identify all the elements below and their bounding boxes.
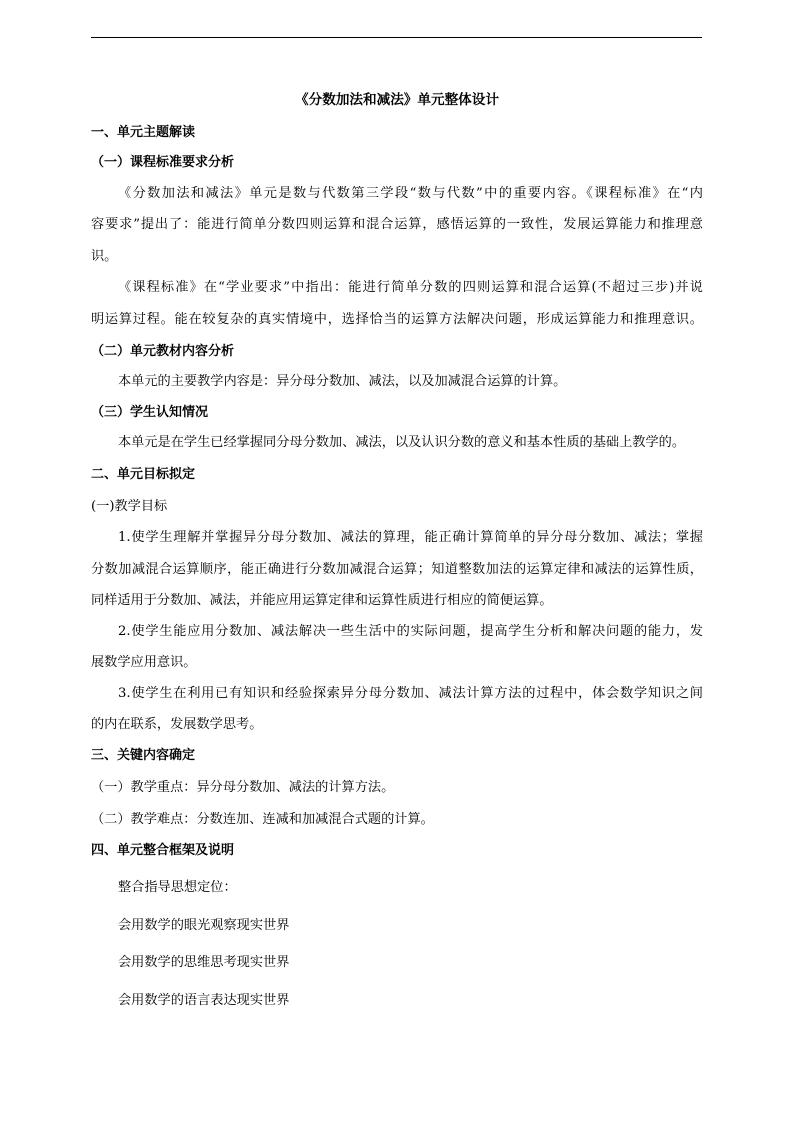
framework-item: 会用数学的语言表达现实世界 (118, 993, 290, 1008)
objective-line: 2.使学生能应用分数加、减法解决一些生活中的实际问题，提高学生分析和解决问题的能力，发 (118, 624, 703, 639)
paragraph-line: 《分数加法和减法》单元是数与代数第三学段“数与代数”中的重要内容。《课程标准》在“内 (118, 186, 703, 201)
paragraph-line: 本单元的主要教学内容是：异分母分数加、减法，以及加减混合运算的计算。 (118, 374, 567, 389)
section-1-3-heading: （三）学生认知情况 (91, 405, 209, 420)
objective-line: 1.使学生理解并掌握异分母分数加、减法的算理，能正确计算简单的异分母分数加、减法；掌握 (118, 530, 703, 545)
paragraph-line: 《课程标准》在“学业要求”中指出：能进行简单分数的四则运算和混合运算(不超过三步)并说 (118, 280, 703, 295)
header-rule (91, 37, 702, 38)
section-1-1-heading: （一）课程标准要求分析 (91, 155, 235, 170)
document-title: 《分数加法和减法》单元整体设计 (295, 92, 499, 108)
section-2-heading: 二、单元目标拟定 (91, 467, 196, 482)
framework-intro: 整合指导思想定位： (118, 880, 237, 895)
difficulty-line: （二）教学难点：分数连加、连减和加减混合式题的计算。 (91, 812, 434, 827)
objective-line: 的内在联系，发展数学思考。 (91, 717, 263, 732)
framework-item: 会用数学的思维思考现实世界 (118, 955, 290, 970)
objective-line: 同样适用于分数加、减法，并能应用运算定律和运算性质进行相应的简便运算。 (91, 593, 553, 608)
section-3-heading: 三、关键内容确定 (91, 748, 196, 763)
section-4-heading: 四、单元整合框架及说明 (91, 843, 235, 858)
section-2-1-heading: (一)教学目标 (91, 499, 168, 514)
objective-line: 分数加减混合运算顺序，能正确进行分数加减混合运算；知道整数加法的运算定律和减法的运算性质， (91, 562, 703, 577)
paragraph-line: 本单元是在学生已经掌握同分母分数加、减法，以及认识分数的意义和基本性质的基础上教学的。 (118, 435, 686, 450)
objective-line: 展数学应用意识。 (91, 655, 197, 670)
paragraph-line: 识。 (91, 249, 118, 264)
paragraph-line: 明运算过程。能在较复杂的真实情境中，选择恰当的运算方法解决问题，形成运算能力和推理意识。 (91, 312, 703, 327)
framework-item: 会用数学的眼光观察现实世界 (118, 918, 290, 933)
section-1-2-heading: （二）单元教材内容分析 (91, 344, 235, 359)
section-1-heading: 一、单元主题解读 (91, 125, 196, 140)
objective-line: 3.使学生在利用已有知识和经验探索异分母分数加、减法计算方法的过程中，体会数学知识之间 (118, 686, 703, 701)
paragraph-line: 容要求”提出了：能进行简单分数四则运算和混合运算，感悟运算的一致性，发展运算能力和推理意 (91, 217, 703, 232)
key-point-line: （一）教学重点：异分母分数加、减法的计算方法。 (91, 780, 395, 795)
